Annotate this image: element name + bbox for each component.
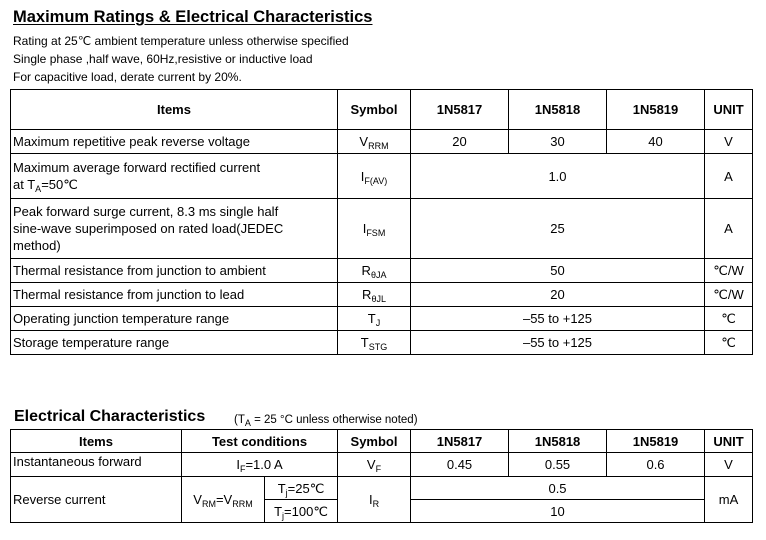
table-row <box>11 199 753 259</box>
elec-char-table <box>10 429 753 523</box>
header-row <box>11 90 753 130</box>
table-row <box>11 259 753 283</box>
item-cell: Thermal resistance from junction to ambient <box>11 259 338 283</box>
symbol-cell: $V_{RRM}$ <box>338 130 411 154</box>
header-1n5818: 1N5818 <box>509 430 607 453</box>
unit-cell: ℃ <box>705 307 753 331</box>
symbol-cell: $T_J$ <box>338 307 411 331</box>
header-test-conditions: Test conditions <box>182 430 338 453</box>
note-ambient: Rating at 25℃ ambient temperature unless otherwise specified <box>13 34 349 48</box>
symbol-cell: $R_{\theta JL}$ <box>338 283 411 307</box>
header-symbol: Symbol <box>338 90 411 130</box>
item-cell: Maximum average forward rectified current at $T_A=50℃$ <box>11 154 338 199</box>
table-row <box>11 477 753 500</box>
header-items: Items <box>11 90 338 130</box>
condition-temp-100: $T_j=100℃$ <box>265 500 338 523</box>
header-1n5818: 1N5818 <box>509 90 607 130</box>
note-single-phase: Single phase ,half wave, 60Hz,resistive or inductive load <box>13 52 313 66</box>
unit-cell: ℃/W <box>705 259 753 283</box>
header-1n5819: 1N5819 <box>607 90 705 130</box>
header-symbol: Symbol <box>338 430 411 453</box>
item-cell: Instantaneous forward <box>11 453 182 477</box>
max-ratings-title: Maximum Ratings & Electrical Characteristics <box>13 8 373 26</box>
table-row <box>11 453 753 477</box>
item-cell: Storage temperature range <box>11 331 338 355</box>
table-row <box>11 154 753 199</box>
condition-cell: $I_F=1.0$ A <box>182 453 338 477</box>
value-all: –55 to +125 <box>411 307 705 331</box>
symbol-cell: $T_{STG}$ <box>338 331 411 355</box>
unit-cell: V <box>705 130 753 154</box>
unit-cell: A <box>705 154 753 199</box>
header-unit: UNIT <box>705 430 753 453</box>
value-1n5817: 20 <box>411 130 509 154</box>
item-cell: Maximum repetitive peak reverse voltage <box>11 130 338 154</box>
condition-temp-25: $T_j=25℃$ <box>265 477 338 500</box>
value-1n5819: 40 <box>607 130 705 154</box>
value-all: –55 to +125 <box>411 331 705 355</box>
symbol-cell: $I_R$ <box>338 477 411 523</box>
item-cell: Reverse current <box>11 477 182 523</box>
value-25c: 0.5 <box>411 477 705 500</box>
unit-cell: ℃ <box>705 331 753 355</box>
header-1n5819: 1N5819 <box>607 430 705 453</box>
item-cell: Thermal resistance from junction to lead <box>11 283 338 307</box>
header-1n5817: 1N5817 <box>411 430 509 453</box>
table-row <box>11 331 753 355</box>
symbol-cell: $I_{F(AV)}$ <box>338 154 411 199</box>
symbol-cell: $R_{\theta JA}$ <box>338 259 411 283</box>
unit-cell: V <box>705 453 753 477</box>
elec-char-note: ($T_A = 25$ °C unless otherwise noted) <box>234 414 418 428</box>
item-cell: Operating junction temperature range <box>11 307 338 331</box>
table-row <box>11 283 753 307</box>
header-unit: UNIT <box>705 90 753 130</box>
symbol-cell: $V_F$ <box>338 453 411 477</box>
value-1n5818: 0.55 <box>509 453 607 477</box>
condition-voltage-cell: $V_{RM}=V_{RRM}$ <box>182 477 265 523</box>
header-row <box>11 430 753 453</box>
value-1n5818: 30 <box>509 130 607 154</box>
value-100c: 10 <box>411 500 705 523</box>
item-cell: Peak forward surge current, 8.3 ms single half sine-wave superimposed on rated load(JEDEC method) <box>11 199 338 259</box>
value-all: 1.0 <box>411 154 705 199</box>
elec-char-title: Electrical Characteristics <box>14 408 206 425</box>
max-ratings-table <box>10 89 753 355</box>
unit-cell: ℃/W <box>705 283 753 307</box>
header-items: Items <box>11 430 182 453</box>
note-capacitive: For capacitive load, derate current by 20%. <box>13 70 242 84</box>
value-all: 50 <box>411 259 705 283</box>
value-1n5819: 0.6 <box>607 453 705 477</box>
symbol-cell: $I_{FSM}$ <box>338 199 411 259</box>
value-1n5817: 0.45 <box>411 453 509 477</box>
header-1n5817: 1N5817 <box>411 90 509 130</box>
unit-cell: A <box>705 199 753 259</box>
table-row <box>11 307 753 331</box>
unit-cell: mA <box>705 477 753 523</box>
value-all: 20 <box>411 283 705 307</box>
table-row <box>11 130 753 154</box>
value-all: 25 <box>411 199 705 259</box>
